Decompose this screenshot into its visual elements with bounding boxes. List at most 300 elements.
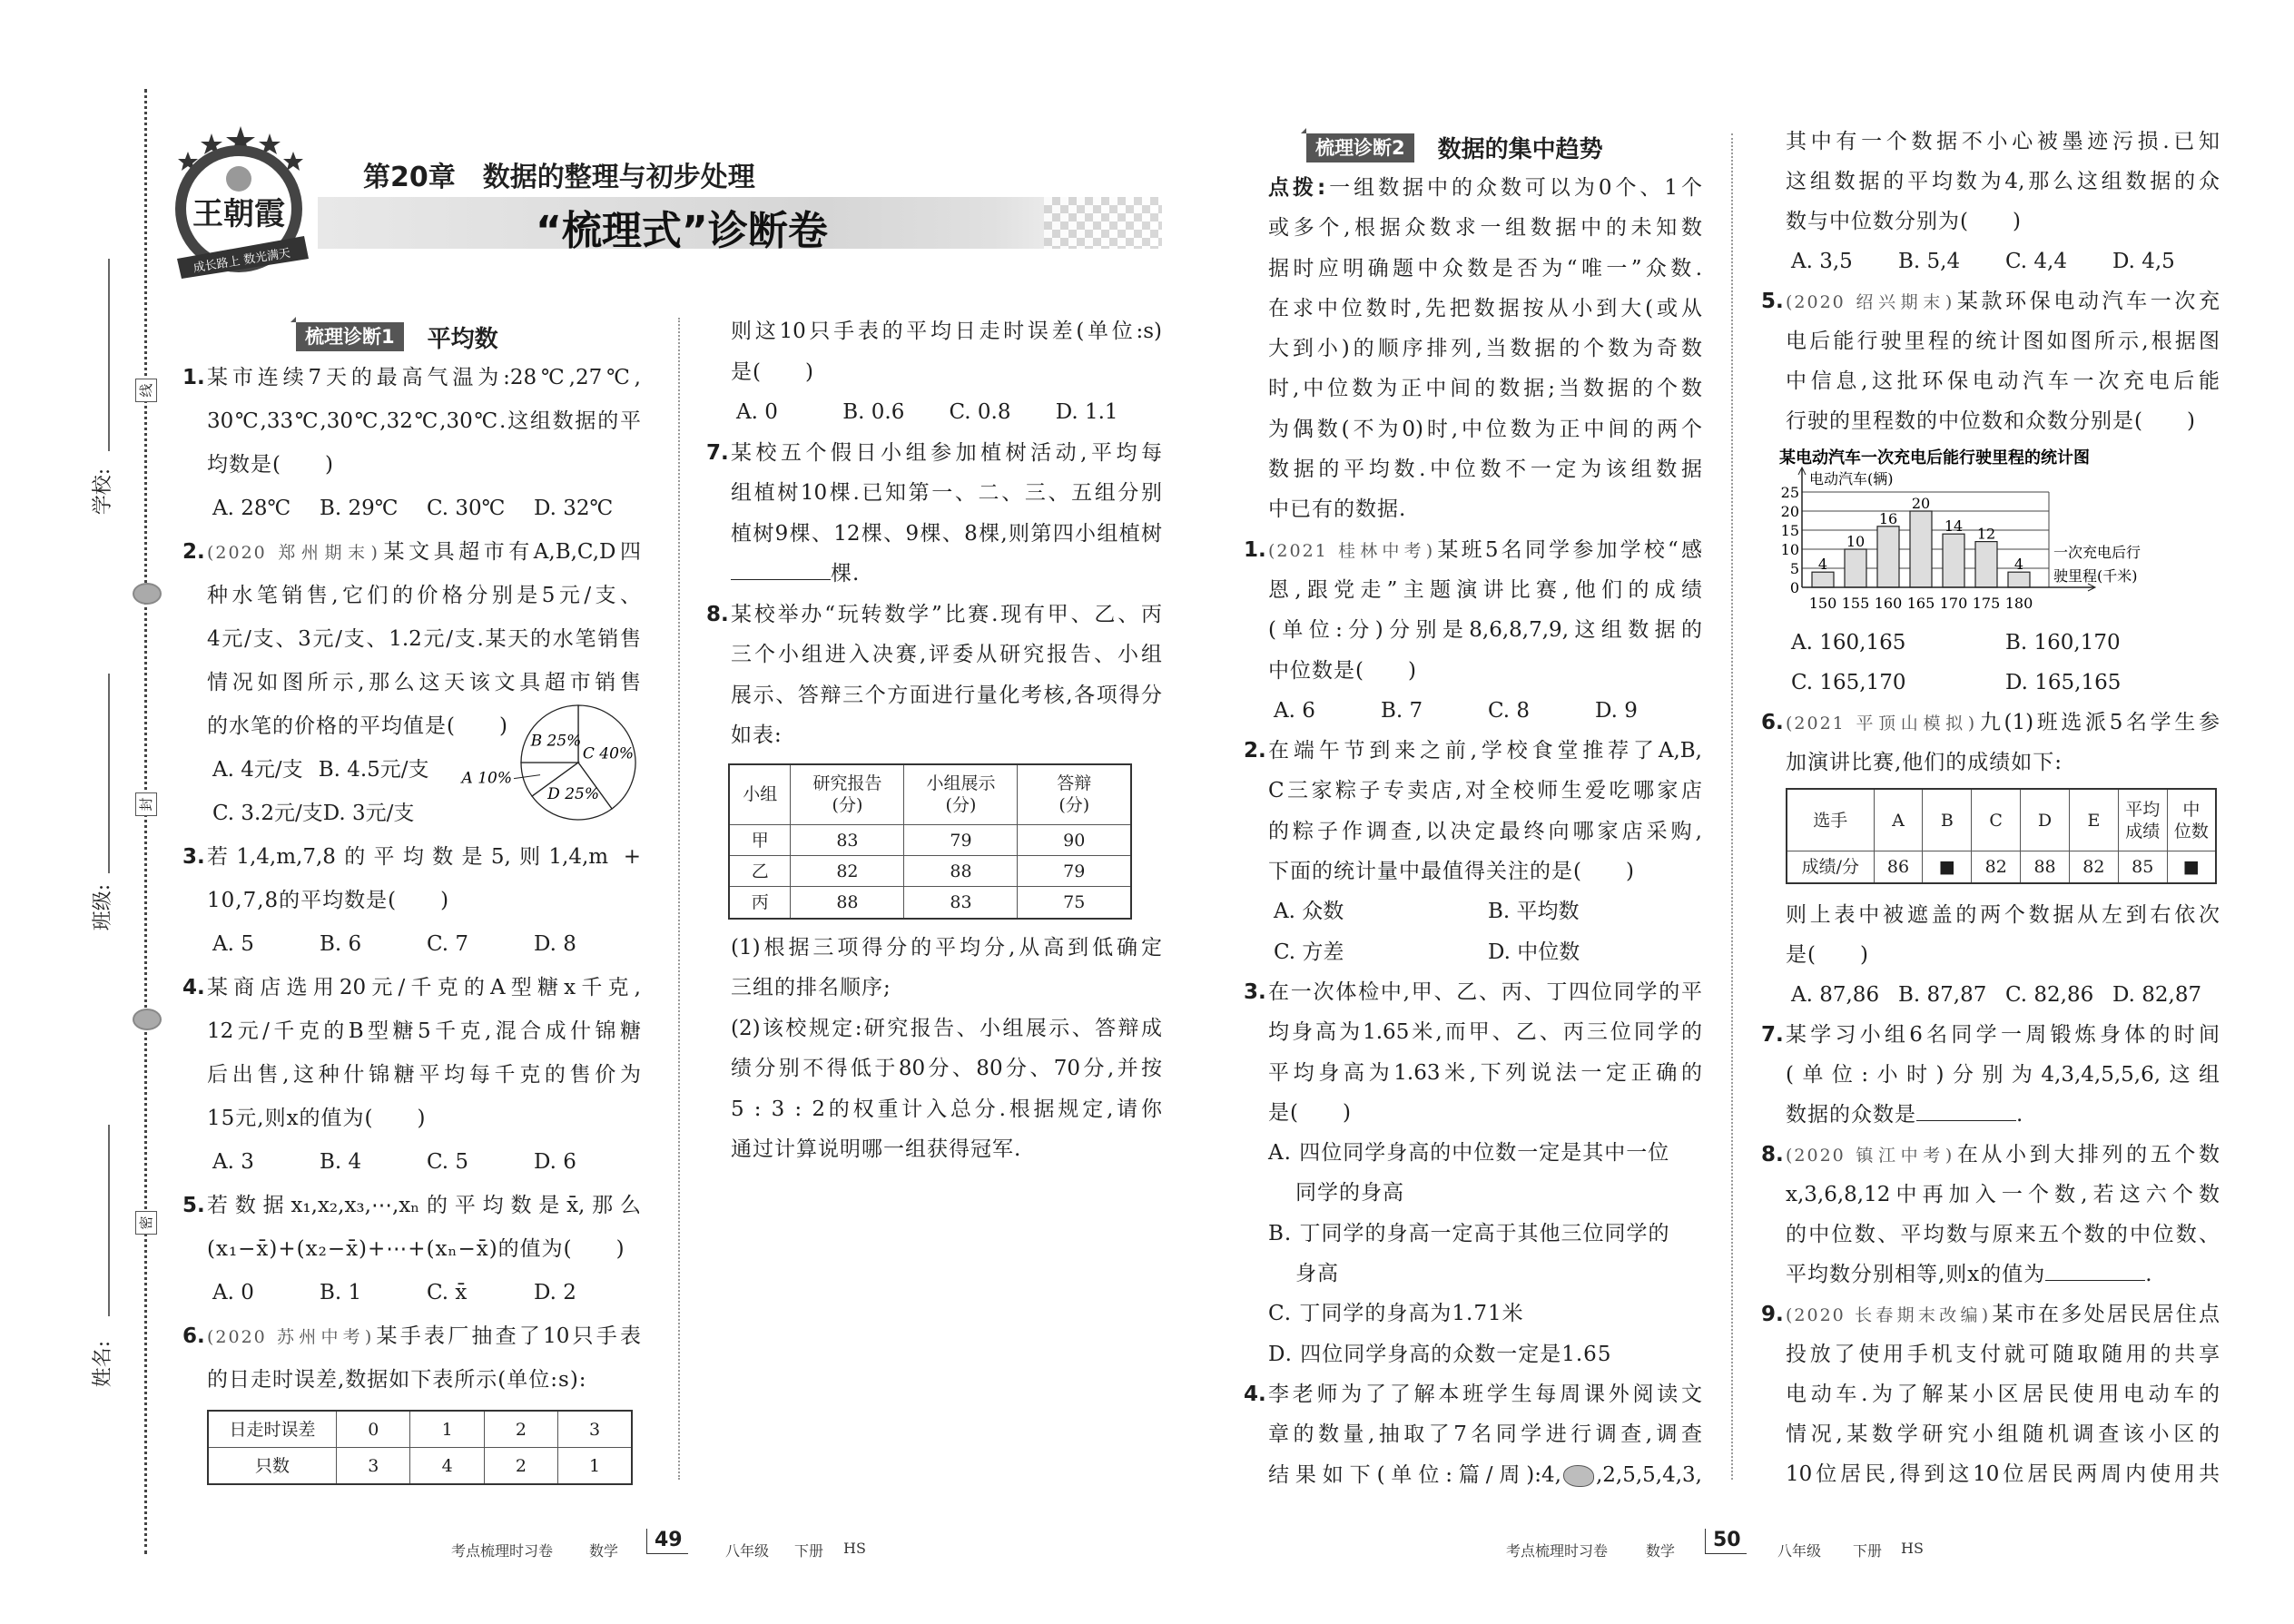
answer-option[interactable]: A. 160,165 [1791,631,1906,655]
x-tick-label: 170 [1939,595,1968,612]
y-tick-label: 10 [1780,541,1799,558]
answer-option[interactable]: D. 32℃ [534,497,614,520]
answer-option[interactable]: D. 8 [534,932,576,956]
text-line [207,1358,641,1402]
page49-left-column [182,318,641,1485]
text-line [731,928,1162,969]
paragraph [1786,895,2220,975]
answer-option[interactable]: C. 4,4 [2005,250,2067,273]
question [182,1314,641,1402]
text-line [1786,321,2220,361]
answer-option[interactable]: B. 87,87 [1898,983,1987,1007]
answer-option[interactable]: D. 2 [534,1281,576,1304]
table-cell: C [1972,789,2021,851]
bar-value-label: 14 [1944,517,1964,536]
ev-mileage-bar-chart [1779,441,2215,623]
answer-option[interactable]: A. 4元/支 [212,758,303,782]
text-segment: 某校五个假日小组参加植树活动,平均每 [731,440,1162,465]
question-source: (2020 镇江中考) [1786,1146,1954,1166]
text-line [731,554,1162,595]
answer-option[interactable]: B. 5,4 [1898,250,1961,273]
text-line [1268,1294,1702,1334]
footer-subject: 数学 [1646,1542,1676,1560]
footer-grade: 八年级 [725,1542,770,1560]
text-line [207,1097,641,1140]
table-header-row [1787,789,2216,851]
text-segment: x,3,6,8,12中再加入一个数,若这六个数 [1786,1183,2220,1206]
question [1244,731,1702,891]
text-segment: 绩分别不得低于80分、80分、70分,并按 [731,1057,1162,1080]
answer-option[interactable]: A. 0 [212,1281,254,1304]
text-segment: 这组数据的平均数为4,那么这组数据的众 [1786,170,2220,193]
table-cell: 88 [791,887,904,919]
tip-label: 点拨: [1268,176,1326,200]
table-row [1787,851,2216,883]
text-line [1786,935,2220,975]
text-line [1786,1135,2220,1175]
ink-blot-icon [1563,1465,1594,1487]
table-cell: 83 [791,825,904,856]
text-segment: (单位:小时)分别为4,3,4,5,5,6,这组 [1786,1063,2220,1087]
answer-option[interactable]: A. 87,86 [1791,983,1880,1007]
page-number: 49 [646,1529,688,1554]
text-line [207,835,641,879]
text-line [1268,329,1702,369]
question-number: 6. [1761,711,1784,734]
answer-option[interactable]: C. 0.8 [949,400,1011,424]
text-line [1786,1255,2220,1294]
text-line [207,1314,641,1358]
table-cell: 乙 [729,856,791,887]
options-row [1786,623,2220,663]
text-line [1268,208,1702,248]
bar-value-label: 12 [1976,525,1996,543]
x-tick-label: 165 [1906,595,1935,612]
text-segment: 李老师为了了解本班学生每周课外阅读文 [1268,1382,1702,1406]
text-line [731,1009,1162,1049]
answer-option[interactable]: C. 30℃ [427,497,506,520]
text-line [731,1048,1162,1089]
text-segment: 电后能行驶里程的统计图如图所示,根据图 [1786,330,2220,353]
text-line [1786,281,2220,321]
text-line [1786,1294,2220,1334]
smile-icon [133,583,162,605]
table-row [729,887,1131,919]
bar [1845,549,1866,587]
paragraph [731,928,1162,1009]
text-segment: 种水笔销售,它们的价格分别是5元/支、 [207,584,641,607]
answer-option[interactable] [1268,1214,1702,1294]
text-line [731,473,1162,514]
text-line [207,574,641,617]
page49-right-column [706,311,1162,1170]
text-line [207,966,641,1009]
table-cell: 小组展示 (分) [904,764,1018,825]
school-field-label: 学校: [92,468,115,516]
text-segment: 某市在多处居民居住点 [1990,1303,2220,1326]
svg-text:王朝霞: 王朝霞 [192,196,285,232]
table-cell: 日走时误差 [208,1411,337,1448]
table-row [729,856,1131,887]
answer-option[interactable]: D. 中位数 [1488,940,1580,964]
bar [2008,572,2030,587]
answer-blank[interactable] [731,561,831,580]
text-segment: 中已有的数据. [1268,497,1407,522]
section-title: 平均数 [427,325,498,353]
text-segment: 九(1)班选派5名学生参 [1976,711,2220,734]
text-line [1786,1374,2220,1414]
answer-option[interactable]: B. 6 [320,932,362,956]
text-line [1268,1012,1702,1052]
text-line [1786,202,2220,241]
x-tick-label: 150 [1808,595,1837,612]
pie-label-D: D 25% [547,785,599,804]
text-segment: 30℃,33℃,30℃,32℃,30℃.这组数据的平 [207,409,641,433]
answer-option[interactable]: B. 0.6 [842,400,905,424]
text-segment: 加演讲比赛,他们的成绩如下: [1786,751,2063,774]
table-cell: E [2069,789,2118,851]
text-segment: 10位居民,得到这10位居民两周内使用共 [1786,1462,2220,1486]
table-cell: B [1923,789,1972,851]
text-segment: 某班5名同学参加学校“感 [1434,537,1702,562]
text-line [1786,1175,2220,1215]
bar-value-label: 16 [1878,509,1898,527]
text-segment: 的粽子作调查,以决定最终向哪家店采购, [1268,819,1702,843]
text-segment: 某学习小组6名同学一周锻炼身体的时间 [1786,1023,2220,1047]
table-row [729,825,1131,856]
answer-option[interactable]: A. 28℃ [212,497,291,520]
text-line [1268,449,1702,489]
smile-icon [133,1009,162,1030]
question-source: (2020 郑州期末) [207,543,379,563]
text-segment: (x₁−x̄)+(x₂−x̄)+⋯+(xₙ−x̄)的值为( ) [207,1237,625,1261]
answer-option[interactable]: A. 0 [736,400,778,424]
logo-badge-icon [159,123,322,286]
answer-option[interactable]: D. 6 [534,1150,576,1174]
text-line [1268,812,1702,851]
text-line [1268,1374,1702,1414]
text-segment: 某校举办“玩转数学”比赛.现有甲、乙、丙 [731,602,1162,626]
answer-option[interactable]: A. 3 [212,1150,254,1174]
table-row [208,1448,632,1485]
text-line [1786,1095,2220,1135]
text-segment: 三组的排名顺序; [731,976,891,999]
answer-option[interactable]: C. 方差 [1274,940,1344,964]
text-line [207,1227,641,1271]
text-line [207,1053,641,1097]
text-segment: 或多个,根据众数求一组数据中的未知数 [1268,216,1702,241]
text-segment: 均身高为1.65米,而甲、乙、丙三位同学的 [1268,1020,1702,1045]
text-segment: 12元/千克的B型糖5千克,混合成什锦糖 [207,1019,641,1043]
question [1244,972,1702,1133]
answer-option[interactable] [1268,1294,1702,1334]
answer-option[interactable]: B. 4 [320,1150,362,1174]
text-line [1268,1133,1702,1173]
question-number: 5. [1761,290,1784,313]
question [182,966,641,1140]
text-segment: 某市连续7天的最高气温为:28℃,27℃, [207,366,641,389]
page-number: 50 [1705,1529,1747,1554]
text-segment: B. 丁同学的身高一定高于其他三位同学的 [1268,1221,1670,1245]
question-source: (2020 长春期末改编) [1786,1305,1991,1325]
text-segment: 其中有一个数据不小心被墨迹污损.已知 [1786,130,2220,153]
y-tick-label: 5 [1789,560,1799,577]
text-segment: (单位:分)分别是8,6,8,7,9,这组数据的 [1268,618,1702,643]
question [706,433,1162,595]
answer-option[interactable] [1268,1133,1702,1214]
svg-text:成长路上 数光满天: 成长路上 数光满天 [192,246,292,276]
answer-option[interactable]: D. 9 [1595,698,1638,723]
answer-option[interactable]: C. 165,170 [1791,671,1906,694]
text-line [731,1089,1162,1130]
text-line [207,356,641,399]
name-field-line[interactable] [108,1125,110,1316]
y-tick-label: 15 [1780,522,1799,539]
text-line [1268,1214,1702,1254]
text-segment: (2)该校规定:研究报告、小组展示、答辩成 [731,1016,1162,1040]
text-segment: 同学的身高 [1295,1181,1404,1206]
footer-series: 考点梳理时习卷 [1506,1542,1609,1560]
footer-volume: 下册 [1853,1542,1883,1560]
chapter-title: 第20章 数据的整理与初步处理 [363,162,755,193]
answer-option[interactable]: C. 7 [427,932,469,956]
bar-value-label: 10 [1846,533,1866,550]
x-tick-label: 160 [1874,595,1903,612]
answer-option[interactable]: D. 3元/支 [322,802,415,825]
section-header [207,318,641,356]
options-row [1268,691,1702,731]
text-segment: 数与中位数分别为( ) [1786,210,2022,233]
binding-mark-secret: 密 [135,1211,157,1235]
question [1761,703,2220,782]
table-cell: 75 [1018,887,1131,919]
table-cell: ■ [2167,851,2216,883]
text-segment: 植树9棵、12棵、9棵、8棵,则第四小组植树 [731,521,1162,546]
text-segment: 后出售,这种什锦糖平均每千克的售价为 [207,1063,641,1087]
text-line [731,1129,1162,1170]
answer-option[interactable]: D. 1.1 [1055,400,1118,424]
question [182,1184,641,1271]
bar [1812,572,1834,587]
text-segment: . [2016,1103,2024,1127]
table-cell: 3 [337,1448,410,1485]
text-line [1268,369,1702,408]
question [1761,281,2220,441]
table-cell: 82 [791,856,904,887]
text-line [1268,1173,1702,1213]
options-row [731,392,1162,433]
options-row [1786,241,2220,281]
page50-right-column [1761,122,2220,1494]
text-line [207,879,641,922]
answer-option[interactable]: C. x̄ [427,1281,468,1304]
text-segment: 平均数分别相等,则x的值为 [1786,1263,2046,1286]
table-cell: 成绩/分 [1787,851,1874,883]
question-number: 1. [1244,537,1266,562]
answer-option[interactable]: B. 7 [1381,698,1423,723]
question-source: (2020 绍兴期末) [1786,292,1954,312]
text-segment: 则这10只手表的平均日走时误差(单位:s) [731,320,1162,343]
column-divider [678,318,680,1480]
text-segment: 平均身高为1.63米,下列说法一定正确的 [1268,1060,1702,1085]
bar [1877,527,1899,587]
text-line [207,399,641,443]
text-segment: 某手表厂抽查了10只手表 [373,1324,641,1348]
text-line [731,352,1162,393]
question-number: 7. [1761,1023,1784,1047]
options-row [207,487,641,530]
answer-option[interactable] [1268,1334,1702,1374]
question [182,356,641,487]
text-line [1268,651,1702,691]
question [182,835,641,922]
text-segment: A. 四位同学身高的中位数一定是其中一位 [1268,1141,1670,1166]
answer-option[interactable]: C. 82,86 [2005,983,2094,1007]
bar [1910,511,1932,587]
table-cell: 88 [904,856,1018,887]
y-tick-label: 0 [1789,579,1799,596]
question-number: 4. [1244,1382,1266,1406]
answer-blank[interactable] [1916,1102,2016,1121]
text-line [1786,122,2220,162]
table-cell: 答辩 (分) [1018,764,1131,825]
question-source: (2021 桂林中考) [1268,540,1435,561]
watch-error-table [207,1410,633,1485]
text-segment: 是( ) [1786,943,1869,967]
text-line [1786,162,2220,202]
text-line [731,968,1162,1009]
table-cell: ■ [1923,851,1972,883]
question [706,595,1162,756]
paragraph [731,311,1162,392]
answer-blank[interactable] [2045,1262,2145,1281]
chart-title: 某电动汽车一次充电后能行驶里程的统计图 [1779,448,2090,468]
text-line [731,635,1162,675]
paragraph [731,1009,1162,1170]
options-row [1786,663,2220,703]
answer-option[interactable]: B. 1 [320,1281,362,1304]
answer-option[interactable]: B. 160,170 [2005,631,2121,655]
text-line [731,595,1162,635]
question-number: 3. [182,845,205,869]
text-line [1786,1055,2220,1095]
answer-option[interactable]: A. 3,5 [1791,250,1853,273]
text-line [207,617,641,661]
text-line [1268,851,1702,891]
text-line [1786,703,2220,743]
text-segment: 情况,某数学研究小组随机调查该小区的 [1786,1422,2220,1446]
section-tag: 梳理诊断2 [1306,133,1414,162]
answer-option[interactable]: B. 平均数 [1488,900,1580,924]
question-number: 9. [1761,1303,1784,1326]
answer-option[interactable]: A. 6 [1274,698,1315,723]
text-segment: 电动车.为了解某小区居民使用电动车的 [1786,1383,2220,1406]
text-line [731,433,1162,474]
text-segment: 是( ) [1268,1100,1352,1125]
question-number: 8. [1761,1143,1784,1166]
answer-option[interactable]: A. 5 [212,932,254,956]
text-line [1786,895,2220,935]
class-field-line[interactable] [108,674,110,873]
text-segment: 组植树10棵.已知第一、二、三、五组分别 [731,481,1162,505]
text-line [207,661,641,704]
speech-score-table [1786,788,2217,884]
y-tick-label: 25 [1780,484,1799,501]
text-line [731,715,1162,756]
text-segment: 中信息,这批环保电动汽车一次充电后能 [1786,369,2220,393]
bar [1943,534,1964,587]
answer-option[interactable]: C. 5 [427,1150,469,1174]
answer-option[interactable]: D. 4,5 [2112,250,2175,273]
text-line [1268,530,1702,570]
text-segment: 通过计算说明哪一组获得冠军. [731,1137,1022,1161]
answer-option[interactable]: B. 4.5元/支 [318,758,429,782]
table-cell: 甲 [729,825,791,856]
school-field-line[interactable] [108,259,110,451]
text-line [1786,1334,2220,1374]
bar-value-label: 4 [1817,556,1828,574]
pen-sales-pie-chart [454,699,645,826]
text-line [1268,409,1702,449]
text-line [1786,401,2220,441]
text-segment: 投放了使用手机支付就可随取随用的共享 [1786,1343,2220,1366]
section-title: 数据的集中趋势 [1437,136,1603,163]
answer-option[interactable]: C. 3.2元/支 [212,802,323,825]
table-cell: 82 [2069,851,2118,883]
text-line [1268,1053,1702,1093]
question-number: 3. [1244,979,1266,1004]
text-segment: 数据的众数是 [1786,1103,1916,1127]
table-cell: 平均 成绩 [2118,789,2167,851]
text-segment: 情况如图所示,那么这天该文具超市销售 [207,671,641,694]
question [1244,1374,1702,1495]
text-line [1268,1334,1702,1374]
table-cell: 86 [1874,851,1923,883]
answer-option[interactable]: D. 82,87 [2112,983,2202,1007]
table-cell: 82 [1972,851,2021,883]
table-cell: 研究报告 (分) [791,764,904,825]
text-segment: D. 四位同学身高的众数一定是1.65 [1268,1342,1612,1366]
answer-option[interactable]: B. 29℃ [320,497,399,520]
text-line [1268,972,1702,1012]
text-segment: 据时应明确题中众数是否为“唯一”众数. [1268,256,1702,281]
text-line [1786,1414,2220,1454]
text-segment: 为偶数(不为0)时,中位数为正中间的两个 [1268,417,1702,441]
text-line [207,1184,641,1227]
table-cell: 83 [904,887,1018,919]
text-segment: 的中位数、平均数与原来五个数的中位数、 [1786,1223,2220,1246]
paper-title: “梳理式”诊断卷 [536,208,828,254]
text-segment: 的水笔的价格的平均值是( ) [207,714,508,738]
text-segment: 行驶的里程数的中位数和众数分别是( ) [1786,409,2196,433]
footer-subject: 数学 [589,1542,619,1560]
footer-grade: 八年级 [1777,1542,1822,1560]
options-row [207,922,641,966]
text-segment: 10,7,8的平均数是( ) [207,889,450,912]
y-tick-label: 20 [1780,503,1799,520]
text-line [731,514,1162,555]
answer-option[interactable]: A. 众数 [1274,900,1344,924]
y-axis-label: 电动汽车(辆) [1809,470,1894,487]
answer-option[interactable]: C. 8 [1488,698,1531,723]
text-segment: 身高 [1295,1262,1339,1286]
table-cell: 2 [484,1448,557,1485]
text-segment: 章的数量,抽取了7名同学进行调查,调查 [1268,1422,1702,1447]
binding-dotted-line [144,89,147,1554]
text-line [1786,361,2220,401]
answer-option[interactable]: D. 165,165 [2005,671,2122,694]
logo [159,123,322,286]
